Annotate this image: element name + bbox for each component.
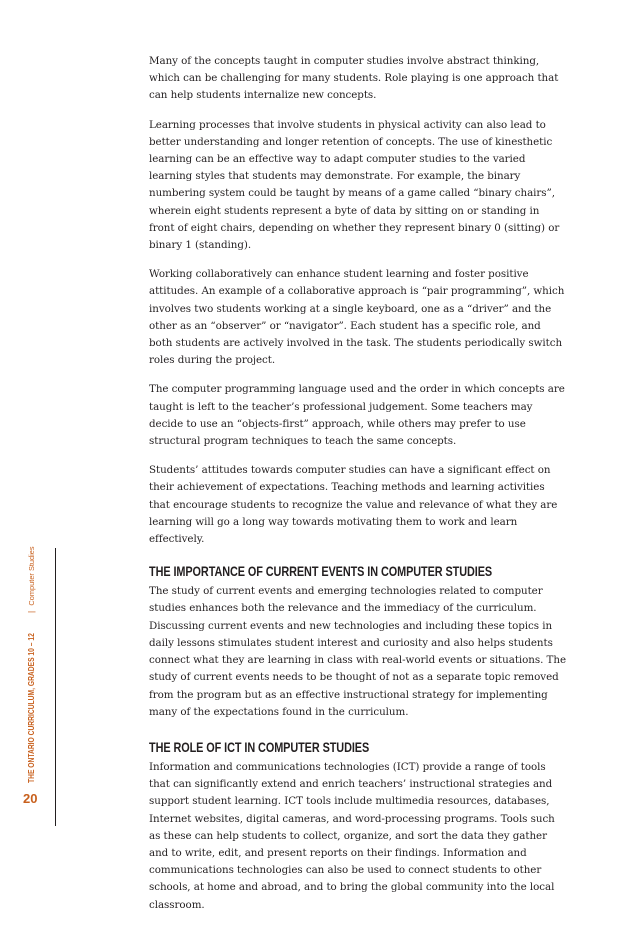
running-head: [22, 543, 42, 783]
page-body: [149, 53, 567, 926]
running-head-subject: Computer Studies: [27, 546, 36, 606]
running-head-separator: |: [27, 610, 36, 613]
paragraph-programming-language: The computer programming language used and the order in which concepts are taught is left to the teacher’s professional judgement. Some teachers may decide to use an “objects-first” approach, while others may prefer to use structural program techniques to teach the same concepts.: [149, 383, 565, 448]
heading-ict-role: THE ROLE OF ICT IN COMPUTER STUDIES: [149, 739, 370, 755]
page-number: 20: [23, 791, 38, 806]
heading-current-events: THE IMPORTANCE OF CURRENT EVENTS IN COMPUTER STUDIES: [149, 564, 493, 580]
running-head-series: THE ONTARIO CURRICULUM, GRADES 10 – 12: [27, 633, 36, 783]
paragraph-pair-programming: Working collaboratively can enhance student learning and foster positive attitudes. An example of a collaborative approach is “pair programming”, which involves two students working at a single keyboard, one as a “driver” and the other as an “observer” or “navigator”. Each student has a specific role, and both students are actively involved in the task. The students periodically switch roles during the project.: [149, 268, 565, 367]
paragraph-current-events: The study of current events and emerging technologies related to computer studies enhances both the relevance and the immediacy of the curriculum. Discussing current events and new technologies and including these topics in daily lessons stimulates student interest and curiosity and also helps students connect what they are learning in class with real-world events or situations. The study of current events needs to be thought of not as a separate topic removed from the program but as an effective instructional strategy for implementing many of the expectations found in the curriculum.: [149, 585, 567, 718]
paragraph-ict-role: Information and communications technologies (ICT) provide a range of tools that can significantly extend and enrich teachers’ instructional strategies and support student learning. ICT tools include multimedia resources, databases, Internet websites, digital cameras, and word-processing programs. Tools such as these can help students to collect, organize, and sort the data they gather and to write, edit, and present reports on their findings. Information and communications technologies can also be used to connect students to other schools, at home and abroad, and to bring the global community into the local classroom.: [149, 760, 555, 911]
paragraph-kinesthetic-learning: Learning processes that involve students in physical activity can also lead to better understanding and longer retention of concepts. The use of kinesthetic learning can be an effective way to adapt computer studies to the varied learning styles that students may demonstrate. For example, the binary numbering system could be taught by means of a game called “binary chairs”, wherein eight students represent a byte of data by sitting on or standing in front of eight chairs, depending on whether they represent binary 0 (sitting) or binary 1 (standing).: [149, 118, 560, 252]
paragraph-role-playing: Many of the concepts taught in computer studies involve abstract thinking, which can be challenging for many students. Role playing is one approach that can help students internalize new concepts.: [149, 55, 559, 102]
margin-rule: [55, 548, 56, 826]
paragraph-student-attitudes: Students’ attitudes towards computer studies can have a significant effect on their achievement of expectations. Teaching methods and learning activities that encourage students to recognize the value and relevance of what they are learning will go a long way towards motivating them to work and learn effectively.: [149, 464, 558, 546]
